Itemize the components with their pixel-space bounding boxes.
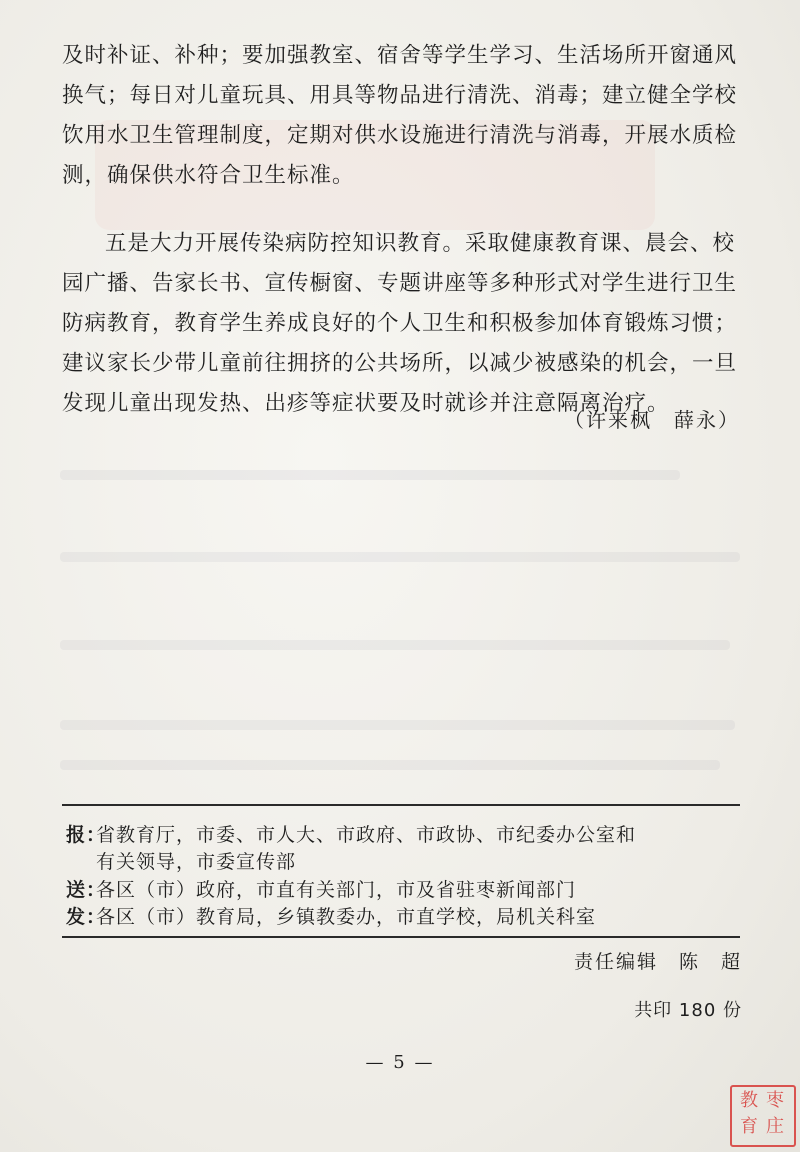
divider-top xyxy=(62,804,740,806)
bleed-through-line xyxy=(60,720,735,730)
distribution-issue xyxy=(66,904,756,931)
body-paragraph-2: 五是大力开展传染病防控知识教育。采取健康教育课、晨会、校园广播、告家长书、宣传橱窗、专题讲座等多种形式对学生进行卫生防病教育，教育学生养成良好的个人卫生和积极参加体育锻炼习惯；建议家长少带儿童前往拥挤的公共场所，以减少被感染的机会，一旦发现儿童出现发热、出疹等症状要及时就诊并注意隔离治疗。 xyxy=(62,231,738,416)
issue-label: 发： xyxy=(66,906,107,928)
bleed-through-line xyxy=(60,470,680,480)
send-text: 各区（市）政府，市直有关部门，市及省驻枣新闻部门 xyxy=(96,879,577,901)
report-label: 报： xyxy=(66,824,107,846)
responsible-editor: 责任编辑 陈 超 xyxy=(573,951,742,973)
seal-char: 枣 xyxy=(766,1090,784,1111)
seal-char: 育 xyxy=(740,1116,758,1137)
seal-char: 庄 xyxy=(766,1116,784,1137)
bleed-through-line xyxy=(60,552,740,562)
report-text: 省教育厅，市委、市人大、市政府、市政协、市纪委办公室和 xyxy=(96,824,637,846)
author-byline: （许来枫 薛永） xyxy=(564,408,740,432)
distribution-report-cont: 有关领导，市委宣传部 xyxy=(96,851,297,873)
send-label: 送： xyxy=(66,879,107,901)
bleed-through-line xyxy=(60,640,730,650)
divider-bottom xyxy=(62,936,740,938)
body-paragraph-1: 及时补证、补种；要加强教室、宿舍等学生学习、生活场所开窗通风换气；每日对儿童玩具、用具等物品进行清洗、消毒；建立健全学校饮用水卫生管理制度，定期对供水设施进行清洗与消毒，开展水质检测，确保供水符合卫生标准。 xyxy=(62,43,738,188)
print-copies: 共印 180 份 xyxy=(634,1000,742,1021)
red-seal-stamp xyxy=(730,1085,796,1147)
page-number: — 5 — xyxy=(365,1052,435,1073)
distribution-report xyxy=(66,822,756,849)
issue-text: 各区（市）教育局，乡镇教委办，市直学校，局机关科室 xyxy=(96,906,597,928)
bleed-through-line xyxy=(60,760,720,770)
distribution-send xyxy=(66,877,756,904)
seal-char: 教 xyxy=(740,1090,758,1111)
